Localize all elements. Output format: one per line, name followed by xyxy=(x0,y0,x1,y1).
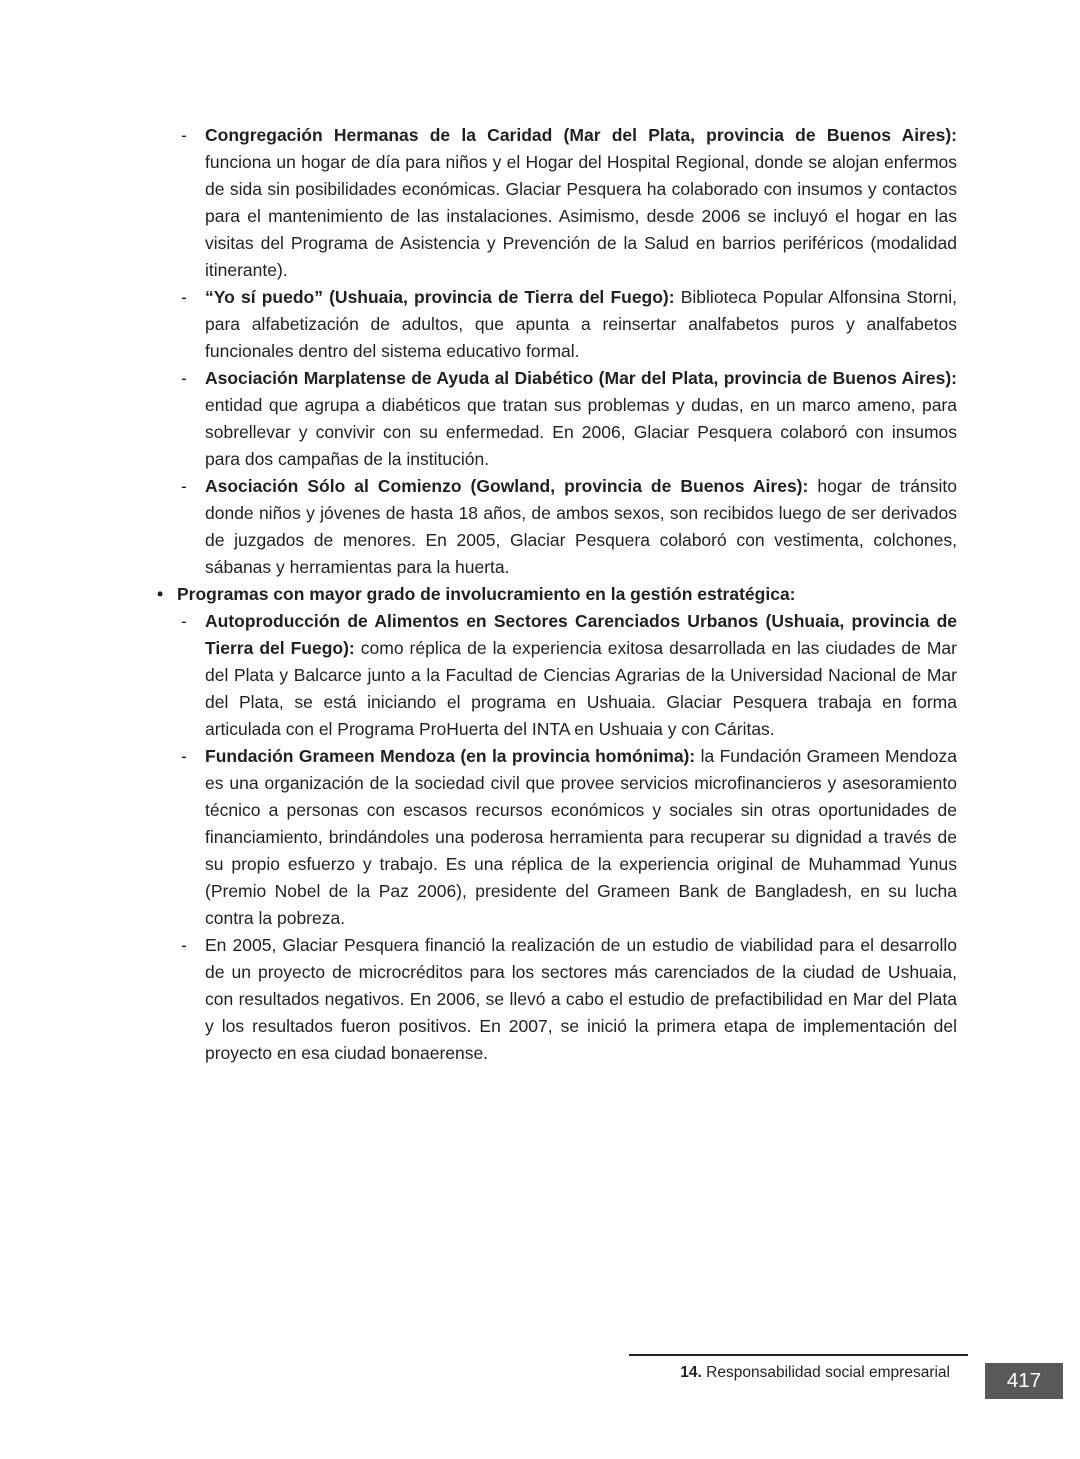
running-footer xyxy=(680,1363,950,1383)
dash-marker: - xyxy=(181,476,187,496)
list-item-body: hogar de tránsito donde niños y jóvenes de hasta 18 años, de ambos sexos, son recibidos luego de ser derivados de juzgados de menores. En 2005, Glaciar Pesquera colaboró con vestimenta, colchones, sábanas y herramientas para la huerta. xyxy=(205,476,957,577)
list-item xyxy=(155,743,957,932)
list-item-lead: Asociación Sólo al Comienzo (Gowland, provincia de Buenos Aires): xyxy=(205,476,818,496)
footer-divider xyxy=(629,1354,968,1356)
bullet-marker: • xyxy=(157,584,164,604)
dash-marker: - xyxy=(181,125,187,145)
dash-marker: - xyxy=(181,368,187,388)
list-item-lead: “Yo sí puedo” (Ushuaia, provincia de Tierra del Fuego): xyxy=(205,287,681,307)
list-item xyxy=(155,608,957,743)
page-number-text: 417 xyxy=(1006,1369,1042,1392)
dash-marker: - xyxy=(181,611,187,631)
dash-marker: - xyxy=(181,287,187,307)
list-item-lead: Fundación Grameen Mendoza (en la provincia homónima): xyxy=(205,746,701,766)
list-item-body: como réplica de la experiencia exitosa desarrollada en las ciudades de Mar del Plata y Balcarce junto a la Facultad de Ciencias Agrarias de la Universidad Nacional de Mar del Plata, se está iniciando el programa en Ushuaia. Glaciar Pesquera trabaja en forma articulada con el Programa ProHuerta del INTA en Ushuaia y con Cáritas. xyxy=(205,638,957,739)
chapter-title: Responsabilidad social empresarial xyxy=(701,1364,950,1381)
list-item xyxy=(155,473,957,581)
list-item-body: Biblioteca Popular Alfonsina Storni, para alfabetización de adultos, que apunta a reinsertar analfabetos puros y analfabetos funcionales dentro del sistema educativo formal. xyxy=(205,287,957,361)
dash-marker: - xyxy=(181,935,187,955)
list-item-body: En 2005, Glaciar Pesquera financió la realización de un estudio de viabilidad para el desarrollo de un proyecto de microcréditos para los sectores más carenciados de la ciudad de Ushuaia, con resultados negativos. En 2006, se llevó a cabo el estudio de prefactibilidad en Mar del Plata y los resultados fueron positivos. En 2007, se inició la primera etapa de implementación del proyecto en esa ciudad bonaerense. xyxy=(205,935,957,1063)
list-item xyxy=(155,365,957,473)
list-item-body: entidad que agrupa a diabéticos que tratan sus problemas y dudas, en un marco ameno, para sobrellevar y convivir con su enfermedad. En 2006, Glaciar Pesquera colaboró con insumos para dos campañas de la institución. xyxy=(205,395,957,469)
list-item-body: la Fundación Grameen Mendoza es una organización de la sociedad civil que provee servicios microfinancieros y asesoramiento técnico a personas con escasos recursos económicos y sociales sin otras oportunidades de financiamiento, brindándoles una poderosa herramienta para recuperar su dignidad a través de su propio esfuerzo y trabajo. Es una réplica de la experiencia original de Muhammad Yunus (Premio Nobel de la Paz 2006), presidente del Grameen Bank de Bangladesh, en su lucha contra la pobreza. xyxy=(205,746,957,928)
list-item-lead: Congregación Hermanas de la Caridad (Mar del Plata, provincia de Buenos Aires): xyxy=(205,125,957,145)
list-item-lead: Programas con mayor grado de involucramiento en la gestión estratégica: xyxy=(177,584,796,604)
list-item xyxy=(155,932,957,1067)
dash-marker: - xyxy=(181,746,187,766)
page-number xyxy=(985,1363,1063,1399)
chapter-number: 14. xyxy=(680,1364,702,1381)
list-item-lead: Asociación Marplatense de Ayuda al Diabético (Mar del Plata, provincia de Buenos Aires): xyxy=(205,368,957,388)
list-item-lead: Autoproducción de Alimentos en Sectores Carenciados Urbanos (Ushuaia, provincia de Tierra del Fuego): xyxy=(205,611,957,658)
body-text xyxy=(155,122,957,1067)
list-item xyxy=(155,122,957,284)
list-item-heading xyxy=(155,581,957,608)
list-item xyxy=(155,284,957,365)
list-item-body: funciona un hogar de día para niños y el Hogar del Hospital Regional, donde se alojan enfermos de sida sin posibilidades económicas. Glaciar Pesquera ha colaborado con insumos y contactos para el mantenimiento de las instalaciones. Asimismo, desde 2006 se incluyó el hogar en las visitas del Programa de Asistencia y Prevención de la Salud en barrios periféricos (modalidad itinerante). xyxy=(205,152,957,280)
